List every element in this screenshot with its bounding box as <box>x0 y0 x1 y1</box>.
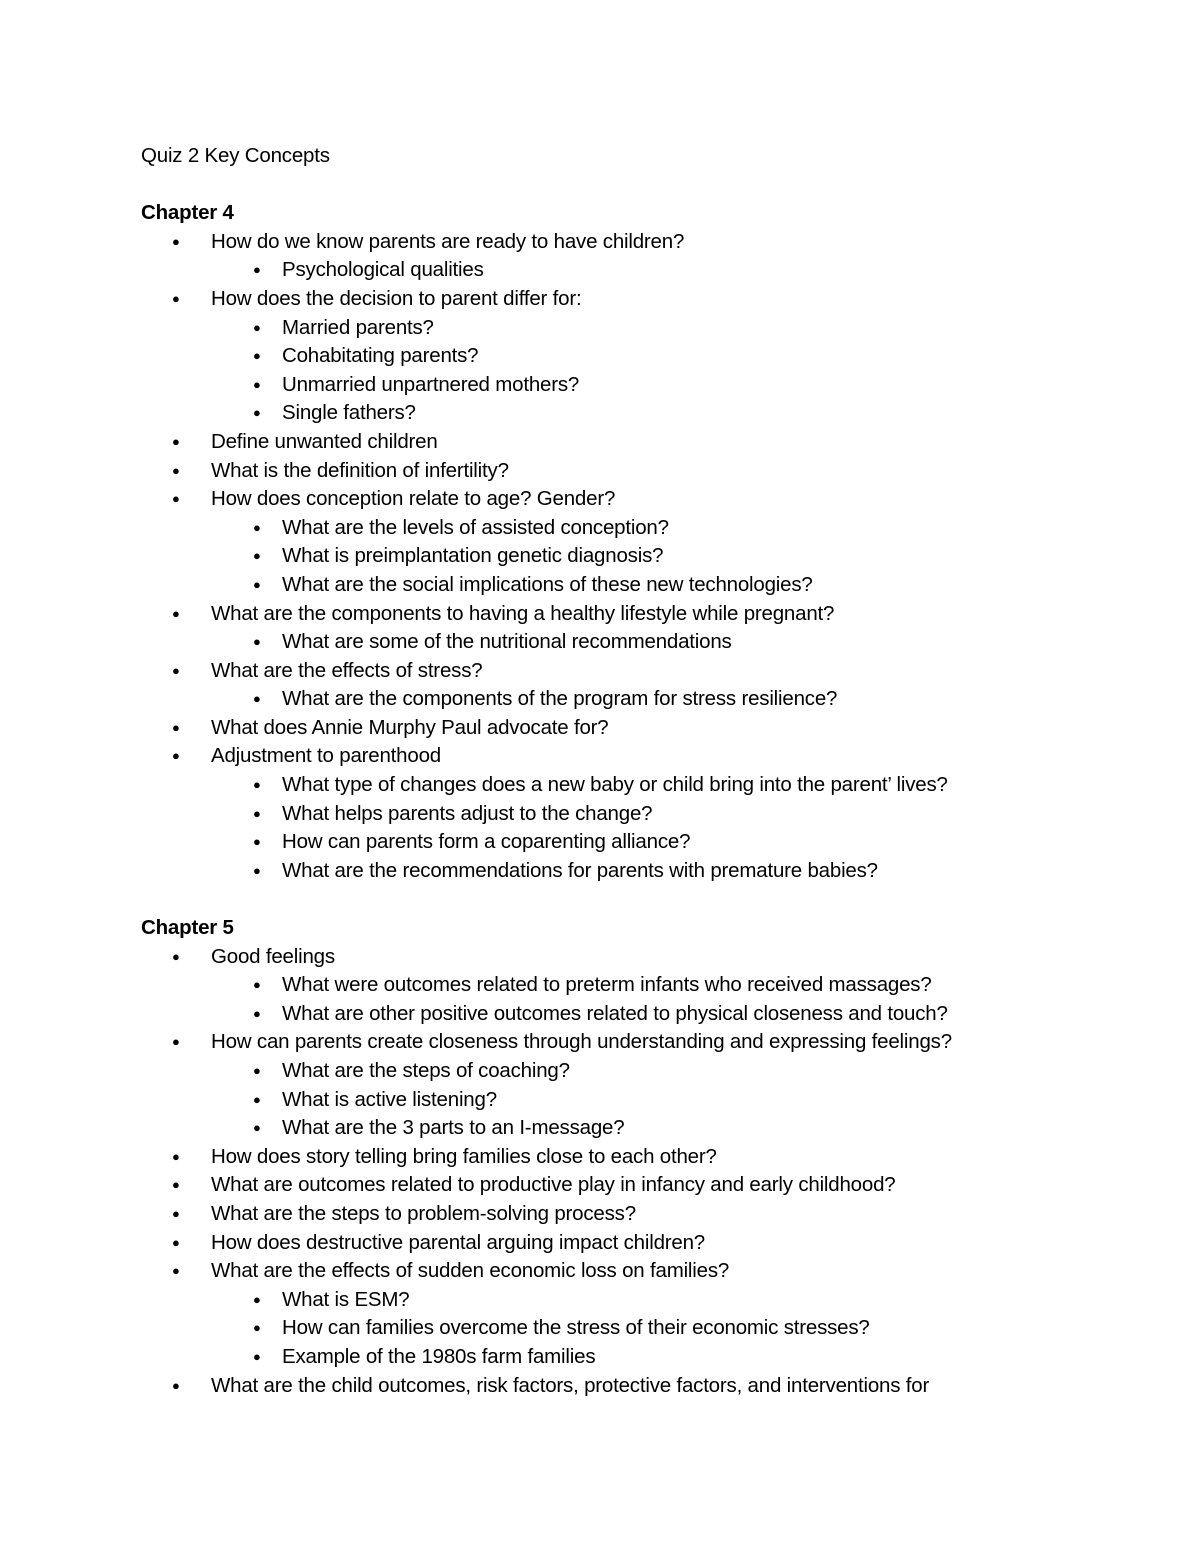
bullet-icon: ● <box>172 290 180 306</box>
list-item <box>141 285 1141 314</box>
bullet-icon: ● <box>172 1177 180 1193</box>
list-item-text: What are the effects of stress? <box>211 658 483 682</box>
bullet-icon: ● <box>253 576 261 592</box>
list-item-text: What are the levels of assisted conception? <box>282 515 669 539</box>
bullet-icon: ● <box>253 262 261 278</box>
bullet-icon: ● <box>253 977 261 993</box>
list-item <box>141 1171 1141 1200</box>
bullet-icon: ● <box>253 1120 261 1136</box>
list-item <box>141 943 1141 972</box>
list-item <box>141 1143 1141 1172</box>
list-item <box>141 1372 1141 1401</box>
spacer <box>141 885 1141 914</box>
list-item-text: What are other positive outcomes related to physical closeness and touch? <box>282 1001 948 1025</box>
list-item-text: Example of the 1980s farm families <box>282 1344 596 1368</box>
list-item <box>141 1000 1141 1029</box>
bullet-icon: ● <box>172 719 180 735</box>
list-item-text: Unmarried unpartnered mothers? <box>282 372 580 396</box>
bullet-icon: ● <box>172 433 180 449</box>
bullet-icon: ● <box>172 948 180 964</box>
bullet-icon: ● <box>172 1034 180 1050</box>
list-item-text: What are the steps of coaching? <box>282 1059 570 1082</box>
bullet-icon: ● <box>172 1234 180 1250</box>
list-item-text: What are the components to having a healthy lifestyle while pregnant? <box>211 601 835 625</box>
list-item-text: How does destructive parental arguing impact children? <box>211 1230 706 1254</box>
list-item <box>141 1086 1141 1115</box>
list-item-text: How does conception relate to age? Gender? <box>211 487 616 511</box>
list-item <box>141 514 1141 543</box>
list-item-text: What is active listening? <box>282 1087 497 1111</box>
list-item <box>141 714 1141 743</box>
bullet-icon: ● <box>172 233 180 249</box>
list-item <box>141 1057 1141 1086</box>
list-item-text: What is preimplantation genetic diagnosis? <box>282 544 664 568</box>
bullet-icon: ● <box>253 1320 261 1336</box>
bullet-icon: ● <box>253 376 261 392</box>
bullet-icon: ● <box>253 834 261 850</box>
list-item <box>141 771 1141 800</box>
list-item-text: How can families overcome the stress of their economic stresses? <box>282 1316 870 1340</box>
list-item <box>141 256 1141 285</box>
list-item <box>141 342 1141 371</box>
list-item-text: What is the definition of infertility? <box>211 458 509 482</box>
list-item-text: What type of changes does a new baby or child bring into the parent’ lives? <box>282 773 948 797</box>
list-item-text: What does Annie Murphy Paul advocate for? <box>211 715 609 739</box>
list-item-text: Married parents? <box>282 315 434 339</box>
list-item-text: What were outcomes related to preterm infants who received massages? <box>282 973 932 997</box>
list-item-text: What are the effects of sudden economic loss on families? <box>211 1259 730 1283</box>
list-item-text: How can parents form a coparenting alliance? <box>282 830 691 854</box>
list-item <box>141 657 1141 686</box>
list-item-text: How do we know parents are ready to have children? <box>211 229 685 253</box>
list-item <box>141 1257 1141 1286</box>
bullet-icon: ● <box>253 1291 261 1307</box>
list-item <box>141 857 1141 886</box>
spacer <box>141 171 1141 200</box>
list-item-text: What are the 3 parts to an I-message? <box>282 1116 625 1140</box>
list-item-text: What are the social implications of these new technologies? <box>282 572 813 596</box>
bullet-icon: ● <box>172 748 180 764</box>
list-item <box>141 228 1141 257</box>
list-item-text: What are the child outcomes, risk factors, protective factors, and interventions for <box>211 1373 930 1397</box>
list-item <box>141 685 1141 714</box>
list-item <box>141 428 1141 457</box>
bullet-icon: ● <box>172 605 180 621</box>
list-item <box>141 1200 1141 1229</box>
bullet-icon: ● <box>172 1263 180 1279</box>
document-content <box>141 142 1141 1400</box>
list-item-text: Single fathers? <box>282 401 416 425</box>
list-item <box>141 1028 1141 1057</box>
list-item-text: Adjustment to parenthood <box>211 744 441 768</box>
list-item <box>141 1114 1141 1143</box>
list-item-text: Good feelings <box>211 944 335 968</box>
list-item <box>141 371 1141 400</box>
bullet-icon: ● <box>172 1148 180 1164</box>
bullet-icon: ● <box>253 634 261 650</box>
chapter-5-list <box>141 943 1141 1401</box>
list-item-text: What are outcomes related to productive play in infancy and early childhood? <box>211 1173 896 1197</box>
list-item-text: Define unwanted children <box>211 429 438 453</box>
bullet-icon: ● <box>253 405 261 421</box>
bullet-icon: ● <box>172 491 180 507</box>
list-item <box>141 571 1141 600</box>
list-item-text: How does story telling bring families close to each other? <box>211 1144 717 1168</box>
bullet-icon: ● <box>253 805 261 821</box>
bullet-icon: ● <box>253 1063 261 1078</box>
list-item-text: What is ESM? <box>282 1287 410 1311</box>
list-item <box>141 1286 1141 1315</box>
bullet-icon: ● <box>172 1377 180 1393</box>
chapter-4-list <box>141 228 1141 886</box>
bullet-icon: ● <box>253 1091 261 1107</box>
list-item-text: What are the steps to problem-solving process? <box>211 1201 636 1225</box>
list-item-text: How can parents create closeness through understanding and expressing feelings? <box>211 1030 952 1054</box>
list-item-text: What are some of the nutritional recommendations <box>282 630 732 654</box>
bullet-icon: ● <box>253 691 261 707</box>
list-item <box>141 800 1141 829</box>
bullet-icon: ● <box>253 519 261 535</box>
bullet-icon: ● <box>253 548 261 564</box>
chapter-4-heading: Chapter 4 <box>141 201 234 225</box>
list-item-text: How does the decision to parent differ for: <box>211 286 582 310</box>
list-item <box>141 457 1141 486</box>
list-item <box>141 600 1141 629</box>
list-item-text: Cohabitating parents? <box>282 344 479 368</box>
bullet-icon: ● <box>253 348 261 364</box>
chapter-5-heading: Chapter 5 <box>141 916 234 940</box>
bullet-icon: ● <box>253 862 261 878</box>
list-item <box>141 1343 1141 1372</box>
list-item <box>141 314 1141 343</box>
bullet-icon: ● <box>253 777 261 793</box>
bullet-icon: ● <box>253 1005 261 1021</box>
list-item <box>141 485 1141 514</box>
list-item <box>141 742 1141 771</box>
bullet-icon: ● <box>253 319 261 335</box>
bullet-icon: ● <box>172 1205 180 1221</box>
list-item <box>141 542 1141 571</box>
list-item-text: What are the recommendations for parents with premature babies? <box>282 858 878 882</box>
list-item <box>141 828 1141 857</box>
bullet-icon: ● <box>253 1348 261 1364</box>
list-item <box>141 1229 1141 1258</box>
bullet-icon: ● <box>172 462 180 478</box>
list-item-text: What helps parents adjust to the change? <box>282 801 653 825</box>
bullet-icon: ● <box>172 662 180 678</box>
list-item <box>141 628 1141 657</box>
document-title: Quiz 2 Key Concepts <box>141 144 330 167</box>
list-item <box>141 399 1141 428</box>
list-item-text: Psychological qualities <box>282 258 484 282</box>
list-item <box>141 971 1141 1000</box>
list-item <box>141 1314 1141 1343</box>
list-item-text: What are the components of the program for stress resilience? <box>282 687 838 711</box>
